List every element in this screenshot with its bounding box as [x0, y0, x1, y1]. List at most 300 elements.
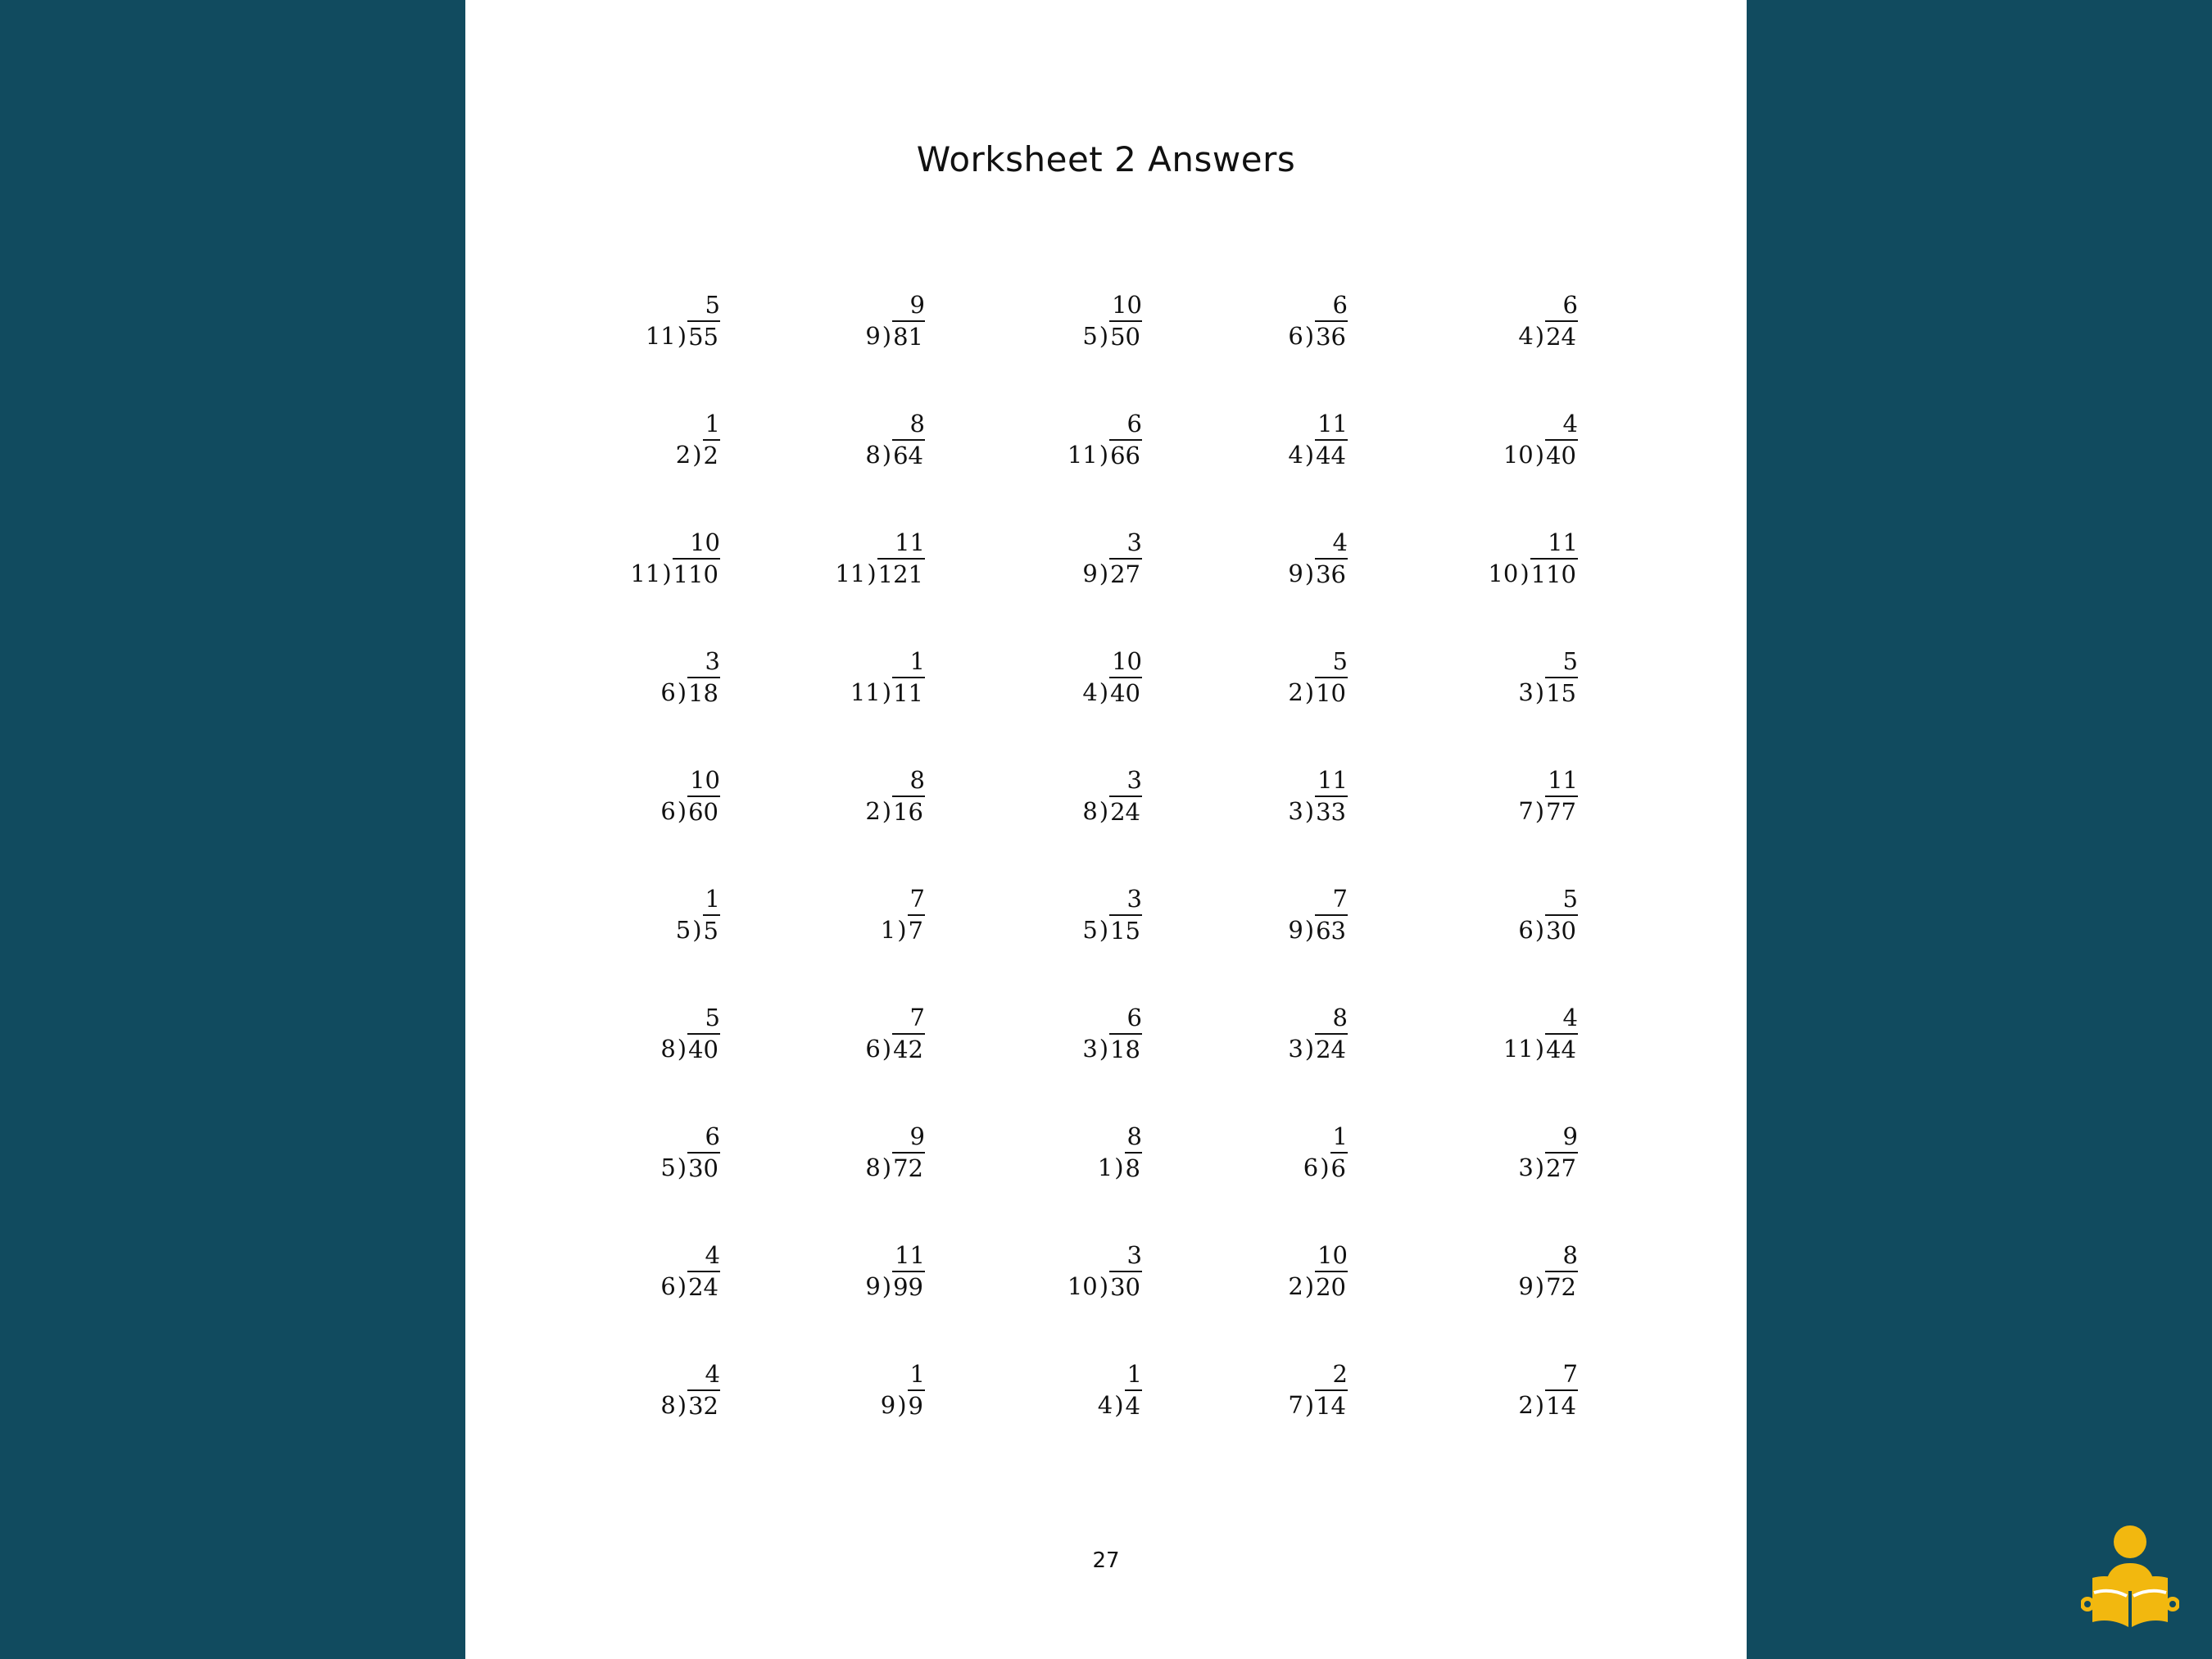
long-division-symbol: ) — [1304, 797, 1315, 825]
long-division-symbol: ) — [1304, 916, 1315, 944]
dividend: 15 — [1545, 677, 1578, 708]
divisor: 6 — [660, 1272, 676, 1300]
divisor: 1 — [880, 916, 896, 944]
division-bracket — [1288, 677, 1348, 708]
problem-row — [465, 647, 1747, 737]
dividend: 27 — [1109, 558, 1142, 589]
division-problem — [745, 291, 925, 381]
dividend: 24 — [1545, 320, 1578, 351]
divisor: 2 — [1288, 678, 1303, 706]
long-division-symbol: ) — [677, 1391, 687, 1419]
division-problem — [745, 528, 925, 619]
division-problem — [1398, 1122, 1578, 1213]
dividend: 11 — [892, 677, 925, 708]
division-problem — [540, 1241, 720, 1331]
quotient: 3 — [1126, 885, 1142, 913]
division-problem — [962, 291, 1142, 381]
dividend: 72 — [1545, 1271, 1578, 1302]
division-problem — [745, 1004, 925, 1094]
divisor: 6 — [660, 678, 676, 706]
long-division-symbol: ) — [677, 1035, 687, 1063]
quotient: 10 — [690, 766, 720, 794]
long-division-symbol: ) — [677, 678, 687, 706]
division-problem — [540, 1360, 720, 1450]
divisor: 9 — [865, 322, 881, 350]
long-division-symbol: ) — [882, 1272, 892, 1300]
long-division-symbol: ) — [882, 322, 892, 350]
divisor: 9 — [1518, 1272, 1534, 1300]
division-bracket — [1303, 1152, 1348, 1183]
divisor: 10 — [1488, 560, 1519, 587]
division-bracket — [1518, 677, 1578, 708]
long-division-symbol: ) — [692, 916, 702, 944]
dividend: 99 — [892, 1271, 925, 1302]
division-bracket — [1082, 558, 1142, 589]
problem-row — [465, 1360, 1747, 1450]
quotient: 7 — [909, 1004, 925, 1031]
divisor: 7 — [1288, 1391, 1303, 1419]
division-bracket — [630, 558, 720, 589]
quotient: 9 — [1562, 1122, 1578, 1150]
division-problem — [962, 1241, 1142, 1331]
dividend: 77 — [1545, 796, 1578, 827]
divisor: 6 — [1518, 916, 1534, 944]
divisor: 3 — [1288, 797, 1303, 825]
quotient: 1 — [1126, 1360, 1142, 1388]
dividend: 4 — [1125, 1389, 1142, 1421]
division-problem — [962, 1360, 1142, 1450]
division-bracket — [881, 914, 925, 945]
long-division-symbol: ) — [1534, 797, 1545, 825]
division-problem — [1167, 1241, 1348, 1331]
division-bracket — [1288, 1271, 1348, 1302]
division-problem — [962, 528, 1142, 619]
long-division-symbol: ) — [1099, 1272, 1109, 1300]
division-problem — [745, 410, 925, 500]
division-bracket — [1082, 796, 1142, 827]
dividend: 24 — [687, 1271, 720, 1302]
division-problem — [1398, 766, 1578, 856]
quotient: 11 — [895, 528, 925, 556]
division-bracket — [1518, 796, 1578, 827]
quotient: 10 — [1112, 291, 1142, 319]
dividend: 42 — [892, 1033, 925, 1064]
division-bracket — [1288, 1389, 1348, 1421]
quotient: 1 — [705, 410, 720, 437]
division-bracket — [1288, 320, 1348, 351]
long-division-symbol: ) — [1534, 1272, 1545, 1300]
division-problem — [540, 1004, 720, 1094]
quotient: 1 — [705, 885, 720, 913]
divisor: 6 — [660, 797, 676, 825]
division-bracket — [660, 1389, 720, 1421]
division-problem — [540, 291, 720, 381]
division-bracket — [660, 677, 720, 708]
division-bracket — [1098, 1389, 1142, 1421]
long-division-symbol: ) — [882, 1154, 892, 1181]
quotient: 10 — [1317, 1241, 1348, 1269]
division-bracket — [1082, 677, 1142, 708]
quotient: 6 — [1126, 1004, 1142, 1031]
problem-row — [465, 766, 1747, 856]
division-bracket — [881, 1389, 925, 1421]
logo-graphic — [2081, 1524, 2179, 1630]
dividend: 44 — [1545, 1033, 1578, 1064]
long-division-symbol: ) — [897, 1391, 907, 1419]
division-bracket — [865, 796, 925, 827]
divisor: 10 — [1067, 1272, 1098, 1300]
division-problem — [1398, 647, 1578, 737]
division-bracket — [865, 1271, 925, 1302]
division-bracket — [865, 1152, 925, 1183]
division-problem — [1398, 1360, 1578, 1450]
division-problem — [540, 528, 720, 619]
dividend: 16 — [892, 796, 925, 827]
dividend: 18 — [1109, 1033, 1142, 1064]
division-problem — [540, 766, 720, 856]
divisor: 9 — [1288, 916, 1303, 944]
long-division-symbol: ) — [897, 916, 907, 944]
quotient: 3 — [1126, 528, 1142, 556]
dividend: 24 — [1315, 1033, 1348, 1064]
divisor: 3 — [1082, 1035, 1098, 1063]
quotient: 8 — [909, 410, 925, 437]
division-bracket — [865, 439, 925, 470]
dividend: 33 — [1315, 796, 1348, 827]
division-problem — [1167, 1004, 1348, 1094]
dividend: 24 — [1109, 796, 1142, 827]
division-problem — [745, 766, 925, 856]
division-problem — [540, 885, 720, 975]
division-problem — [540, 410, 720, 500]
division-problem — [1167, 291, 1348, 381]
division-bracket — [660, 1152, 720, 1183]
dividend: 32 — [687, 1389, 720, 1421]
long-division-symbol: ) — [882, 797, 892, 825]
division-problem — [1167, 1122, 1348, 1213]
quotient: 8 — [1126, 1122, 1142, 1150]
quotient: 5 — [1562, 885, 1578, 913]
division-bracket — [1503, 439, 1578, 470]
long-division-symbol: ) — [1114, 1391, 1124, 1419]
dividend: 50 — [1109, 320, 1142, 351]
division-bracket — [1518, 1271, 1578, 1302]
divisor: 4 — [1097, 1391, 1113, 1419]
quotient: 4 — [1332, 528, 1348, 556]
long-division-symbol: ) — [677, 1272, 687, 1300]
quotient: 9 — [909, 291, 925, 319]
dividend: 36 — [1315, 558, 1348, 589]
dividend: 110 — [673, 558, 720, 589]
quotient: 7 — [909, 885, 925, 913]
dividend: 40 — [687, 1033, 720, 1064]
division-problem — [962, 647, 1142, 737]
divisor: 11 — [645, 322, 676, 350]
divisor: 4 — [1518, 322, 1534, 350]
divisor: 6 — [1303, 1154, 1319, 1181]
long-division-symbol: ) — [1304, 678, 1315, 706]
division-problem — [1398, 291, 1578, 381]
quotient: 11 — [895, 1241, 925, 1269]
long-division-symbol: ) — [1534, 678, 1545, 706]
division-problem — [745, 1360, 925, 1450]
quotient: 7 — [1562, 1360, 1578, 1388]
dividend: 14 — [1545, 1389, 1578, 1421]
dividend: 27 — [1545, 1152, 1578, 1183]
problem-row — [465, 528, 1747, 619]
divisor: 11 — [835, 560, 866, 587]
page-number: 27 — [1092, 1548, 1120, 1573]
worksheet-page — [465, 0, 1747, 1659]
division-bracket — [1288, 1033, 1348, 1064]
division-bracket — [1067, 439, 1142, 470]
divisor: 6 — [865, 1035, 881, 1063]
quotient: 3 — [705, 647, 720, 675]
dividend: 63 — [1315, 914, 1348, 945]
long-division-symbol: ) — [882, 678, 892, 706]
division-problem — [1167, 1360, 1348, 1450]
long-division-symbol: ) — [677, 797, 687, 825]
dividend: 36 — [1315, 320, 1348, 351]
problem-row — [465, 291, 1747, 381]
divisor: 8 — [660, 1391, 676, 1419]
dividend: 5 — [703, 914, 720, 945]
division-bracket — [646, 320, 720, 351]
long-division-symbol: ) — [1099, 1035, 1109, 1063]
division-bracket — [1518, 320, 1578, 351]
long-division-symbol: ) — [1099, 678, 1109, 706]
long-division-symbol: ) — [1304, 1391, 1315, 1419]
long-division-symbol: ) — [1304, 322, 1315, 350]
long-division-symbol: ) — [882, 441, 892, 469]
divisor: 2 — [675, 441, 691, 469]
divisor: 2 — [865, 797, 881, 825]
dividend: 40 — [1545, 439, 1578, 470]
dividend: 44 — [1315, 439, 1348, 470]
divisor: 9 — [865, 1272, 881, 1300]
long-division-symbol: ) — [1304, 560, 1315, 587]
long-division-symbol: ) — [1320, 1154, 1330, 1181]
quotient: 11 — [1548, 766, 1578, 794]
long-division-symbol: ) — [677, 1154, 687, 1181]
dividend: 110 — [1530, 558, 1578, 589]
division-bracket — [835, 558, 925, 589]
division-problem — [1398, 1241, 1578, 1331]
long-division-symbol: ) — [1099, 441, 1109, 469]
division-bracket — [1288, 558, 1348, 589]
quotient: 4 — [1562, 1004, 1578, 1031]
dividend: 40 — [1109, 677, 1142, 708]
division-bracket — [660, 1033, 720, 1064]
problem-row — [465, 410, 1747, 500]
division-bracket — [1288, 914, 1348, 945]
division-problem — [962, 410, 1142, 500]
division-problem — [962, 1122, 1142, 1213]
division-problem — [745, 885, 925, 975]
division-problem — [1167, 528, 1348, 619]
division-bracket — [850, 677, 925, 708]
dividend: 60 — [687, 796, 720, 827]
dividend: 30 — [687, 1152, 720, 1183]
long-division-symbol: ) — [1534, 441, 1545, 469]
problem-row — [465, 1004, 1747, 1094]
quotient: 1 — [909, 1360, 925, 1388]
division-bracket — [1067, 1271, 1142, 1302]
long-division-symbol: ) — [867, 560, 877, 587]
divisor: 1 — [1097, 1154, 1113, 1181]
page-title: Worksheet 2 Answers — [916, 139, 1296, 179]
long-division-symbol: ) — [1114, 1154, 1124, 1181]
dividend: 55 — [687, 320, 720, 351]
dividend: 6 — [1330, 1152, 1348, 1183]
quotient: 5 — [1332, 647, 1348, 675]
divisor: 9 — [1288, 560, 1303, 587]
division-problem — [1167, 885, 1348, 975]
problem-row — [465, 885, 1747, 975]
division-problem — [1167, 766, 1348, 856]
dividend: 81 — [892, 320, 925, 351]
quotient: 8 — [1562, 1241, 1578, 1269]
division-bracket — [865, 320, 925, 351]
division-bracket — [1518, 1152, 1578, 1183]
division-problem — [962, 766, 1142, 856]
division-problem — [1167, 410, 1348, 500]
dividend: 66 — [1109, 439, 1142, 470]
division-bracket — [1098, 1152, 1142, 1183]
division-problem — [745, 1122, 925, 1213]
long-division-symbol: ) — [1534, 1391, 1545, 1419]
divisor: 4 — [1082, 678, 1098, 706]
division-problem — [745, 647, 925, 737]
quotient: 11 — [1548, 528, 1578, 556]
division-problem — [1398, 528, 1578, 619]
divisor: 5 — [660, 1154, 676, 1181]
division-bracket — [660, 796, 720, 827]
long-division-symbol: ) — [662, 560, 672, 587]
long-division-symbol: ) — [1304, 1272, 1315, 1300]
divisor: 3 — [1518, 1154, 1534, 1181]
divisor: 6 — [1288, 322, 1303, 350]
dividend: 2 — [703, 439, 720, 470]
problem-row — [465, 1122, 1747, 1213]
dividend: 14 — [1315, 1389, 1348, 1421]
long-division-symbol: ) — [1534, 1154, 1545, 1181]
long-division-symbol: ) — [677, 322, 687, 350]
quotient: 2 — [1332, 1360, 1348, 1388]
quotient: 6 — [1562, 291, 1578, 319]
division-bracket — [676, 439, 720, 470]
divisor: 7 — [1518, 797, 1534, 825]
divisor: 5 — [675, 916, 691, 944]
division-problem — [1398, 885, 1578, 975]
quotient: 4 — [705, 1241, 720, 1269]
dividend: 30 — [1109, 1271, 1142, 1302]
division-bracket — [676, 914, 720, 945]
quotient: 4 — [705, 1360, 720, 1388]
dividend: 72 — [892, 1152, 925, 1183]
dividend: 7 — [908, 914, 925, 945]
quotient: 6 — [705, 1122, 720, 1150]
quotient: 11 — [1317, 410, 1348, 437]
division-problem — [1398, 410, 1578, 500]
dividend: 18 — [687, 677, 720, 708]
divisor: 2 — [1288, 1272, 1303, 1300]
divisor: 9 — [1082, 560, 1098, 587]
division-bracket — [660, 1271, 720, 1302]
divisor: 11 — [630, 560, 661, 587]
division-problem — [1398, 1004, 1578, 1094]
quotient: 5 — [1562, 647, 1578, 675]
divisor: 11 — [1067, 441, 1098, 469]
divisor: 8 — [865, 441, 881, 469]
long-division-symbol: ) — [1304, 441, 1315, 469]
long-division-symbol: ) — [1099, 322, 1109, 350]
division-problem — [1167, 647, 1348, 737]
division-problem — [540, 647, 720, 737]
quotient: 6 — [1332, 291, 1348, 319]
quotient: 4 — [1562, 410, 1578, 437]
dividend: 121 — [877, 558, 925, 589]
dividend: 10 — [1315, 677, 1348, 708]
quotient: 1 — [909, 647, 925, 675]
division-bracket — [1488, 558, 1578, 589]
quotient: 6 — [1126, 410, 1142, 437]
divisor: 8 — [660, 1035, 676, 1063]
divisor: 10 — [1503, 441, 1534, 469]
divisor: 11 — [1503, 1035, 1534, 1063]
long-division-symbol: ) — [882, 1035, 892, 1063]
long-division-symbol: ) — [1099, 560, 1109, 587]
quotient: 5 — [705, 1004, 720, 1031]
division-problem — [540, 1122, 720, 1213]
divisor: 3 — [1518, 678, 1534, 706]
quotient: 11 — [1317, 766, 1348, 794]
dividend: 15 — [1109, 914, 1142, 945]
divisor: 4 — [1288, 441, 1303, 469]
long-division-symbol: ) — [1534, 916, 1545, 944]
quotient: 1 — [1332, 1122, 1348, 1150]
divisor: 9 — [880, 1391, 896, 1419]
quotient: 8 — [909, 766, 925, 794]
dividend: 20 — [1315, 1271, 1348, 1302]
quotient: 8 — [1332, 1004, 1348, 1031]
division-bracket — [1503, 1033, 1578, 1064]
divisor: 8 — [865, 1154, 881, 1181]
divisor: 8 — [1082, 797, 1098, 825]
long-division-symbol: ) — [1304, 1035, 1315, 1063]
quotient: 3 — [1126, 1241, 1142, 1269]
reading-person-icon — [2081, 1524, 2179, 1630]
quotient: 5 — [705, 291, 720, 319]
quotient: 7 — [1332, 885, 1348, 913]
dividend: 30 — [1545, 914, 1578, 945]
quotient: 3 — [1126, 766, 1142, 794]
quotient: 9 — [909, 1122, 925, 1150]
division-problem — [745, 1241, 925, 1331]
long-division-symbol: ) — [1520, 560, 1530, 587]
divisor: 11 — [850, 678, 881, 706]
divisor: 5 — [1082, 322, 1098, 350]
division-bracket — [865, 1033, 925, 1064]
divisor: 5 — [1082, 916, 1098, 944]
division-bracket — [1082, 914, 1142, 945]
division-bracket — [1518, 1389, 1578, 1421]
division-bracket — [1288, 796, 1348, 827]
division-bracket — [1518, 914, 1578, 945]
division-bracket — [1082, 1033, 1142, 1064]
divisor: 2 — [1518, 1391, 1534, 1419]
long-division-symbol: ) — [1099, 916, 1109, 944]
